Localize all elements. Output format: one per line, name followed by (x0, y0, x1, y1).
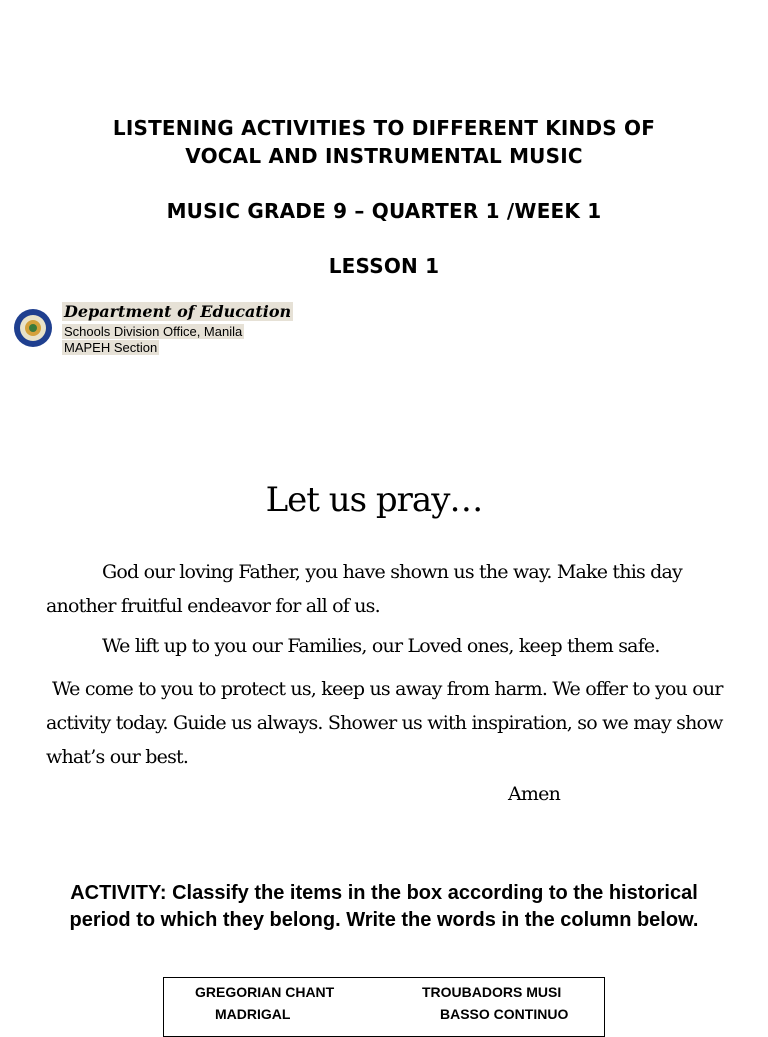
prayer-paragraph-2 (46, 629, 746, 663)
deped-name: Department of Education (64, 302, 292, 321)
deped-section: MAPEH Section (64, 340, 158, 355)
subject-line: MUSIC GRADE 9 – QUARTER 1 /WEEK 1 (166, 199, 602, 223)
prayer-paragraph-1-text: God our loving Father, you have shown us the way. Make this day another fruitful endeavor for all of us. (46, 561, 682, 617)
prayer-paragraph-1 (46, 555, 746, 623)
lesson-line: LESSON 1 (328, 254, 440, 278)
deped-seal-icon (13, 308, 53, 348)
title-line-1: LISTENING ACTIVITIES TO DIFFERENT KINDS OF (112, 116, 656, 140)
prayer-closing: Amen (508, 783, 561, 805)
box-item: BASSO CONTINUO (440, 1006, 569, 1022)
prayer-paragraph-3 (46, 672, 746, 774)
deped-office: Schools Division Office, Manila (64, 324, 243, 339)
box-item: MADRIGAL (215, 1006, 291, 1022)
prayer-paragraph-3-text: We come to you to protect us, keep us away from harm. We offer to you our activity today. Guide us always. Shower us with inspiration, so we may show what’s our best. (46, 678, 723, 768)
activity-instruction: ACTIVITY: Classify the items in the box according to the historical period to which they belong. Write the words in the column below. (69, 882, 699, 931)
prayer-heading: Let us pray… (265, 480, 483, 520)
box-item: GREGORIAN CHANT (195, 984, 335, 1000)
box-item: TROUBADORS MUSI (422, 984, 562, 1000)
prayer-paragraph-2-text: We lift up to you our Families, our Loved ones, keep them safe. (102, 635, 660, 657)
title-line-2: VOCAL AND INSTRUMENTAL MUSIC (185, 144, 583, 168)
items-box (163, 977, 605, 1037)
